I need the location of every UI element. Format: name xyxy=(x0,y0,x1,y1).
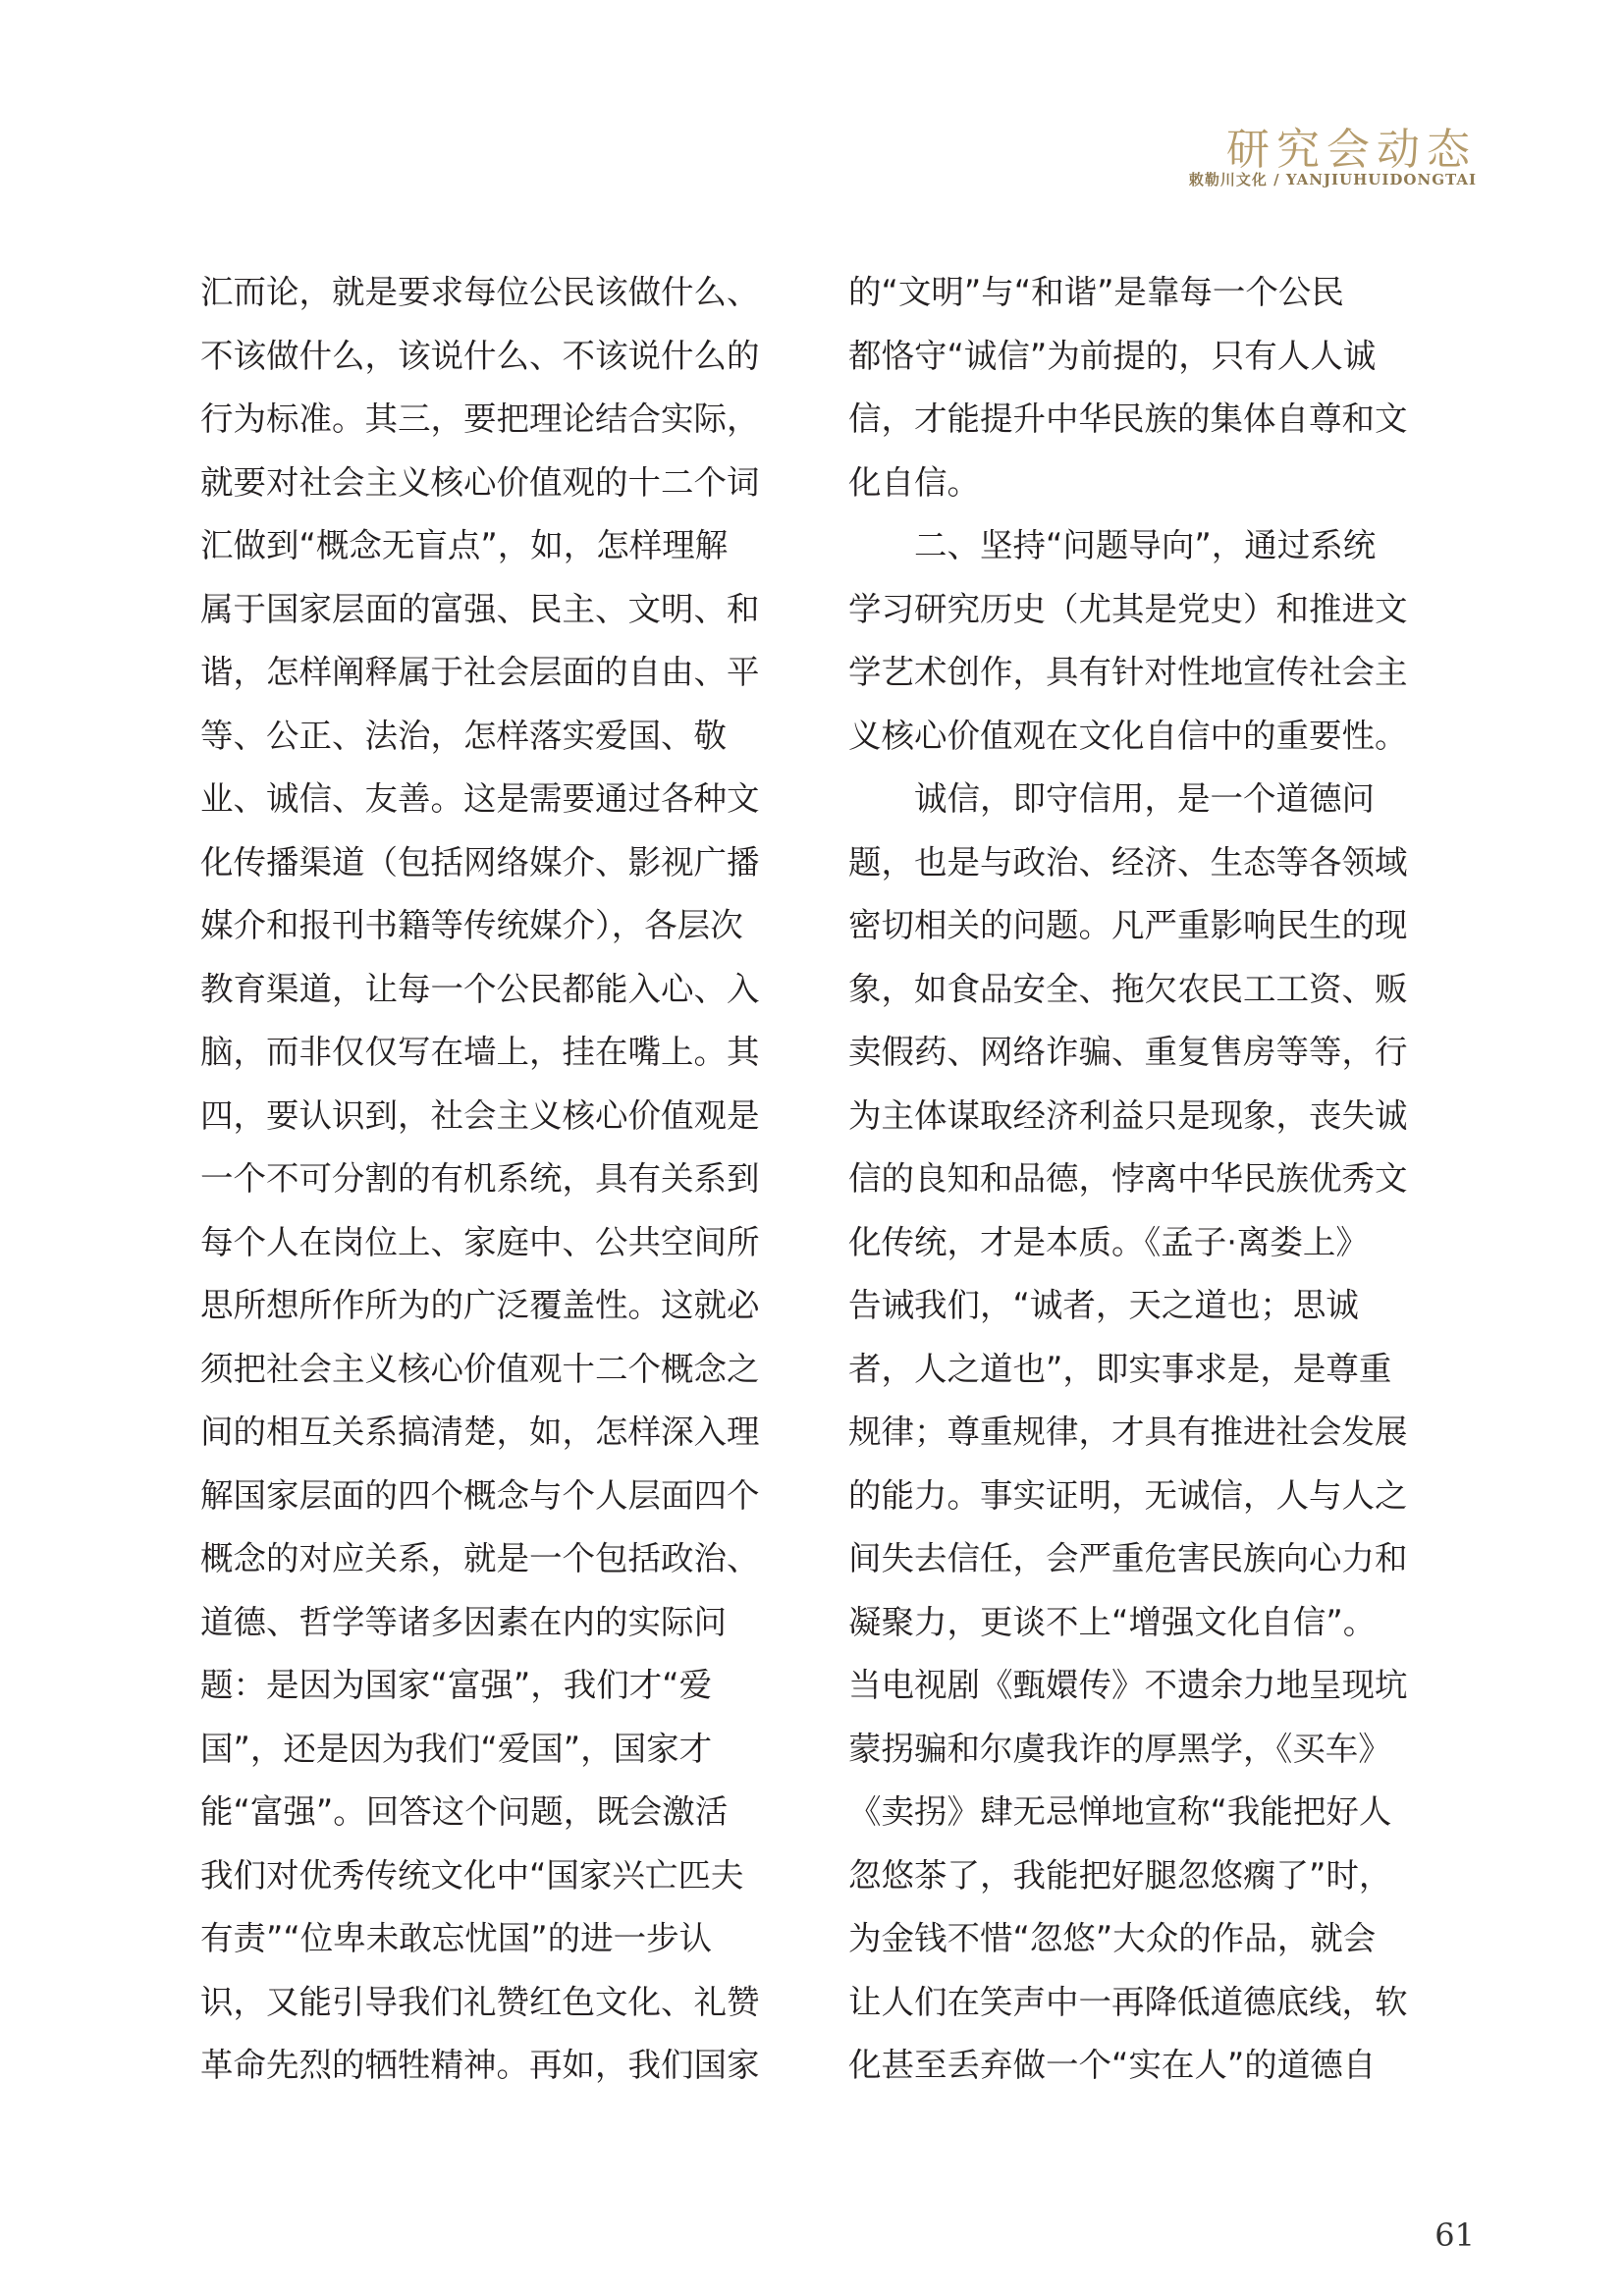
text-line: 识，又能引导我们礼赞红色文化、礼赞 xyxy=(200,1982,760,2021)
text-line: 当电视剧《甄嬛传》不遗余力地呈现坑 xyxy=(848,1666,1408,1704)
text-line: 义核心价值观在文化自信中的重要性。 xyxy=(848,716,1408,755)
page-number: 61 xyxy=(1435,2216,1475,2254)
text-line: 道德、哲学等诸多因素在内的实际问 xyxy=(200,1602,727,1641)
text-line: 二、坚持“问题导向”，通过系统 xyxy=(848,526,1377,564)
text-line: 密切相关的问题。凡严重影响民生的现 xyxy=(848,906,1408,944)
text-line: 信，才能提升中华民族的集体自尊和文 xyxy=(848,400,1408,438)
text-line: 化传播渠道（包括网络媒介、影视广播 xyxy=(200,842,760,881)
text-line: 思所想所作所为的广泛覆盖性。这就必 xyxy=(200,1286,760,1324)
text-line: 的能力。事实证明，无诚信，人与人之 xyxy=(848,1475,1408,1515)
text-line: 间的相互关系搞清楚，如，怎样深入理 xyxy=(200,1413,760,1451)
text-line: 属于国家层面的富强、民主、文明、和 xyxy=(200,589,760,628)
text-line: 《卖拐》肆无忌惮地宣称“我能把好人 xyxy=(848,1792,1392,1831)
text-line: 者，人之道也”，即实事求是，是尊重 xyxy=(848,1349,1392,1388)
text-line: 学习研究历史（尤其是党史）和推进文 xyxy=(848,589,1408,628)
text-line: 信的良知和品德，悖离中华民族优秀文 xyxy=(848,1159,1408,1198)
text-line: 为主体谋取经济利益只是现象，丧失诚 xyxy=(848,1095,1408,1135)
section-title: 研究会动态 xyxy=(1226,125,1477,175)
text-line: 媒介和报刊书籍等传统媒介），各层次 xyxy=(200,906,743,944)
text-line: 每个人在岗位上、家庭中、公共空间所 xyxy=(200,1222,760,1261)
text-line: 题，也是与政治、经济、生态等各领域 xyxy=(848,842,1408,881)
text-line: 脑，而非仅仅写在墙上，挂在嘴上。其 xyxy=(200,1033,760,1071)
text-line: 化自信。 xyxy=(848,462,980,502)
text-line: 概念的对应关系，就是一个包括政治、 xyxy=(200,1539,760,1577)
text-line: 诚信，即守信用，是一个道德问 xyxy=(848,779,1375,818)
text-line: 蒙拐骗和尔虞我诈的厚黑学，《买车》 xyxy=(848,1729,1391,1768)
text-line: 学艺术创作，具有针对性地宣传社会主 xyxy=(848,653,1408,691)
text-line: 间失去信任，会严重危害民族向心力和 xyxy=(848,1539,1408,1577)
right-column xyxy=(848,261,1437,2098)
text-line: 有责”“位卑未敢忘忧国”的进一步认 xyxy=(200,1919,713,1957)
text-line: 汇做到“概念无盲点”，如，怎样理解 xyxy=(200,526,729,564)
text-line: 为金钱不惜“忽悠”大众的作品，就会 xyxy=(848,1919,1377,1957)
text-line: 让人们在笑声中一再降低道德底线，软 xyxy=(848,1982,1408,2021)
text-line: 业、诚信、友善。这是需要通过各种文 xyxy=(200,779,760,818)
text-line: 须把社会主义核心价值观十二个概念之 xyxy=(200,1349,760,1388)
text-line: 都恪守“诚信”为前提的，只有人人诚 xyxy=(848,336,1377,375)
text-line: 凝聚力，更谈不上“增强文化自信”。 xyxy=(848,1602,1377,1641)
text-line: 能“富强”。回答这个问题，既会激活 xyxy=(200,1792,729,1831)
text-line: 不该做什么，该说什么、不该说什么的 xyxy=(200,336,760,375)
text-line: 象，如食品安全、拖欠农民工工资、贩 xyxy=(848,969,1408,1008)
text-line: 四，要认识到，社会主义核心价值观是 xyxy=(200,1095,760,1135)
text-line: 忽悠茶了，我能把好腿忽悠瘸了”时， xyxy=(848,1855,1392,1895)
text-line: 教育渠道，让每一个公民都能入心、入 xyxy=(200,969,760,1008)
text-line: 谐，怎样阐释属于社会层面的自由、平 xyxy=(200,653,760,691)
section-subtitle: 敕勒川文化 / YANJIUHUIDONGTAI xyxy=(1188,171,1477,188)
text-line: 解国家层面的四个概念与个人层面四个 xyxy=(200,1475,760,1515)
text-line: 题：是因为国家“富强”，我们才“爱 xyxy=(200,1666,713,1704)
text-line: 化传统，才是本质。《孟子·离娄上》 xyxy=(848,1222,1369,1261)
text-line: 规律；尊重规律，才具有推进社会发展 xyxy=(848,1413,1408,1451)
text-line: 的“文明”与“和谐”是靠每一个公民 xyxy=(848,273,1344,311)
text-line: 国”，还是因为我们“爱国”，国家才 xyxy=(200,1729,713,1768)
text-line: 卖假药、网络诈骗、重复售房等等，行 xyxy=(848,1033,1408,1071)
left-column xyxy=(200,261,789,2098)
text-line: 告诫我们，“诚者，天之道也；思诚 xyxy=(848,1286,1359,1324)
text-line: 行为标准。其三，要把理论结合实际， xyxy=(200,400,760,438)
text-line: 一个不可分割的有机系统，具有关系到 xyxy=(200,1159,760,1198)
text-line: 就要对社会主义核心价值观的十二个词 xyxy=(200,462,760,502)
text-line: 等、公正、法治，怎样落实爱国、敬 xyxy=(200,716,727,755)
text-line: 我们对优秀传统文化中“国家兴亡匹夫 xyxy=(200,1855,744,1895)
text-line: 汇而论，就是要求每位公民该做什么、 xyxy=(200,273,760,311)
text-line: 革命先烈的牺牲精神。再如，我们国家 xyxy=(200,2046,760,2084)
text-line: 化甚至丢弃做一个“实在人”的道德自 xyxy=(848,2046,1377,2084)
